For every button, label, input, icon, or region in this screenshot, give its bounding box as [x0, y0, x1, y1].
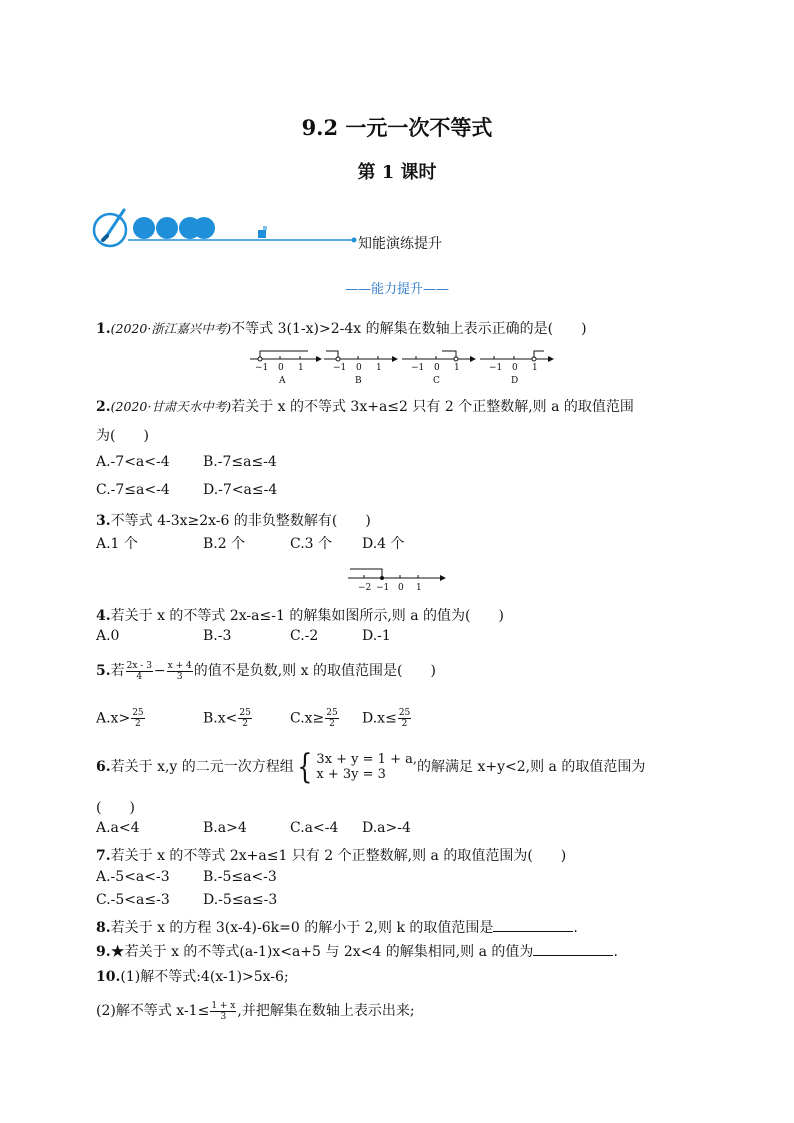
q6-option-d: D.a>-4 [362, 820, 411, 836]
q7-option-b: B.-5≤a<-3 [203, 869, 277, 885]
tick-label: −1 [333, 363, 347, 373]
banner-square [258, 230, 266, 238]
q10-fraction: $\frac{1 + x}{3}$ [211, 1000, 236, 1022]
tick-label: −2 [358, 583, 372, 593]
q5-option-a: A.x> $\frac{25}{2}$ [96, 708, 144, 729]
tick-label: 1 [298, 363, 304, 373]
tick-label: −1 [376, 583, 390, 593]
q3-option-d: D.4 个 [362, 536, 405, 552]
q5-option-c: C.x≥ $\frac{25}{2}$ [290, 708, 338, 729]
tick-label: 0 [356, 363, 362, 373]
q3-option-c: C.3 个 [290, 536, 333, 552]
tick-label: 1 [454, 363, 460, 373]
q5-fraction-1: $\frac{2x - 3}{4}$ [126, 660, 152, 682]
q6-equation-system: { 3x + y = 1 + a, x + 3y = 3 [297, 747, 417, 787]
q3-option-b: B.2 个 [203, 536, 246, 552]
question-2-line2: 为( ) [96, 428, 149, 444]
numberline-a [250, 351, 322, 386]
q4-option-d: D.-1 [362, 628, 391, 644]
tick-label: −1 [255, 363, 269, 373]
answer-blank[interactable] [533, 943, 613, 956]
question-10-part2: (2)解不等式 x-1≤ $\frac{1 + x}{3}$ ,并把解集在数轴上表示出来; [96, 1000, 415, 1022]
option-label: D [511, 376, 519, 386]
numberline-b [324, 351, 398, 386]
question-5: 5.若 $\frac{2x - 3}{4}$ − $\frac{x + 4}{3}$ 的值不是负数,则 x 的取值范围是( ) [96, 660, 436, 682]
q4-option-a: A.0 [96, 628, 120, 644]
q6-option-b: B.a>4 [203, 820, 247, 836]
banner-text: 知能演练提升 [358, 236, 442, 252]
q7-option-a: A.-5<a<-3 [96, 869, 170, 885]
q2-option-c: C.-7≤a<-4 [96, 482, 170, 498]
tick-label: 1 [376, 363, 382, 373]
q2-option-a: A.-7<a<-4 [96, 454, 170, 470]
option-label: B [355, 376, 362, 386]
question-6-paren: ( ) [96, 800, 135, 816]
tick-label: 1 [416, 583, 422, 593]
answer-blank[interactable] [493, 919, 573, 932]
q2-option-d: D.-7<a≤-4 [203, 482, 278, 498]
q7-option-d: D.-5≤a≤-3 [203, 892, 278, 908]
numberline-d [480, 351, 554, 386]
q7-option-c: C.-5<a≤-3 [96, 892, 170, 908]
banner-dot-4 [193, 217, 215, 239]
q2-option-b: B.-7≤a≤-4 [203, 454, 277, 470]
option-label: A [279, 376, 286, 386]
q4-option-b: B.-3 [203, 628, 232, 644]
q5-fraction-2: $\frac{x + 4}{3}$ [167, 660, 192, 682]
tick-label: 0 [398, 583, 404, 593]
tick-label: 0 [278, 363, 284, 373]
page-title: 9.2 一元一次不等式 [301, 115, 493, 140]
question-8: 8.若关于 x 的方程 3(x-4)-6k=0 的解小于 2,则 k 的取值范围是 . [96, 920, 578, 936]
question-10: 10.(1)解不等式:4(x-1)>5x-6; [96, 969, 289, 985]
banner-dot-1 [133, 217, 155, 239]
question-6: 6.若关于 x,y 的二元一次方程组 { 3x + y = 1 + a, x + 3y = 3 的解满足 x+y<2,则 a 的取值范围为 [96, 747, 646, 787]
banner-dot-2 [156, 217, 178, 239]
option-label: C [433, 376, 440, 386]
q6-option-c: C.a<-4 [290, 820, 339, 836]
tick-label: 0 [434, 363, 440, 373]
q5-option-b: B.x< $\frac{25}{2}$ [203, 708, 251, 729]
question-1: 1.(2020·浙江嘉兴中考)不等式 3(1-x)>2-4x 的解集在数轴上表示正确的是( ) [96, 321, 587, 337]
tick-label: −1 [489, 363, 503, 373]
page-subtitle: 第 1 课时 [357, 162, 437, 183]
tick-label: 0 [512, 363, 518, 373]
q4-option-c: C.-2 [290, 628, 319, 644]
question-3: 3.不等式 4-3x≥2x-6 的非负整数解有( ) [96, 513, 371, 529]
question-4: 4.若关于 x 的不等式 2x-a≤-1 的解集如图所示,则 a 的值为( ) [96, 608, 504, 624]
numberline-c [402, 351, 476, 386]
question-7: 7.若关于 x 的不等式 2x+a≤1 只有 2 个正整数解,则 a 的取值范围为( ) [96, 848, 567, 864]
section-heading: ——能力提升—— [344, 282, 449, 297]
q6-option-a: A.a<4 [96, 820, 140, 836]
q3-option-a: A.1 个 [96, 536, 138, 552]
banner-graphic [92, 204, 372, 252]
tick-label: −1 [411, 363, 425, 373]
question-2: 2.(2020·甘肃天水中考)若关于 x 的不等式 3x+a≤2 只有 2 个正整数解,则 a 的取值范围 [96, 399, 634, 415]
question-9: 9.★若关于 x 的不等式(a-1)x<a+5 与 2x<4 的解集相同,则 a 的值为 . [96, 944, 618, 960]
q4-number-line [344, 562, 450, 594]
tick-label: 1 [532, 363, 538, 373]
q1-number-lines [244, 343, 554, 389]
q5-option-d: D.x≤ $\frac{25}{2}$ [362, 708, 411, 729]
